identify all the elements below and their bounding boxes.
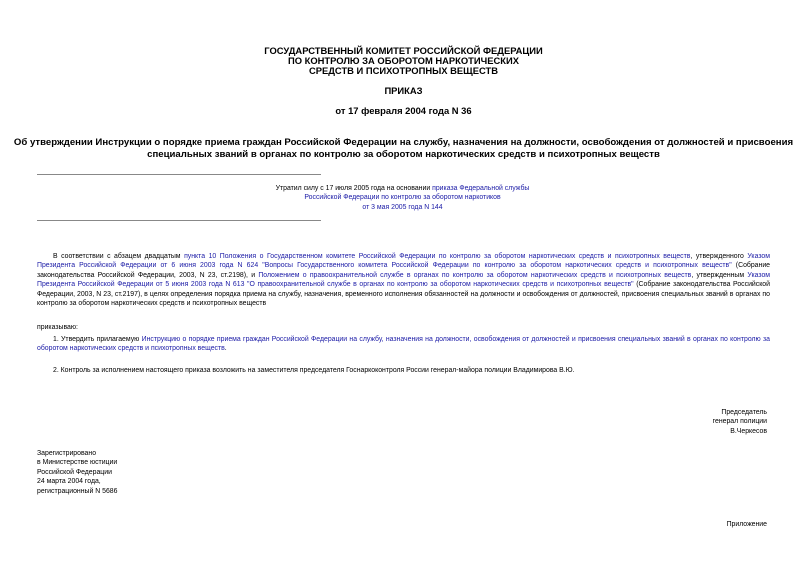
registration-line-3: Российской Федерации — [37, 468, 112, 476]
registration-line-5: регистрационный N 5686 — [37, 487, 118, 495]
divider-bottom — [37, 220, 321, 221]
law-enforcement-service-regulation-link[interactable]: Положением о правоохранительной службе в органах по контролю за оборотом наркотических средств и психотропных веществ — [258, 271, 692, 279]
presidential-decree-624-link[interactable]: Указом Президента Российской Федерации от 6 июня 2003 года N 624 "Вопросы Государственного комитета Российской Федерации по контролю за оборотом наркотических средств и психотропных веществ" — [37, 253, 770, 270]
repeal-order-link[interactable]: приказа Федеральной службы — [432, 185, 530, 192]
instruction-link[interactable]: Инструкцию о порядке приема граждан Российской Федерации на службу, назначения на должности, освобождения от должностей и присвоения специальных званий в органах по контролю за оборотом наркотических средств и психотропных веществ — [37, 336, 770, 353]
divider-top — [37, 174, 321, 175]
appendix-label: Приложение — [726, 521, 767, 528]
agency-name-line-3: СРЕДСТВ И ПСИХОТРОПНЫХ ВЕЩЕСТВ — [308, 65, 499, 76]
preamble-text-1: В соответствии с абзацем двадцатым — [53, 253, 185, 260]
regulation-clause-link[interactable]: пункта 10 Положения о Государственном комитете Российской Федерации по контролю за оборотом наркотических средств и психотропных веществ — [184, 253, 691, 260]
agency-name-line-2: ПО КОНТРОЛЮ ЗА ОБОРОТОМ НАРКОТИЧЕСКИХ — [288, 55, 519, 66]
document-title-line-2: специальных званий в органах по контролю за оборотом наркотических средств и психотропных веществ — [147, 149, 660, 160]
order-item-1 — [37, 335, 770, 354]
registration-line-4: 24 марта 2004 года, — [37, 478, 101, 486]
preamble-text-4: , утвержденным — [691, 271, 748, 279]
agency-name-line-1: ГОСУДАРСТВЕННЫЙ КОМИТЕТ РОССИЙСКОЙ ФЕДЕРАЦИИ — [264, 45, 543, 56]
repeal-order-link-line-3[interactable]: от 3 мая 2005 года N 144 — [362, 203, 443, 211]
signature-block — [567, 408, 767, 436]
signature-rank: генерал полиции — [712, 418, 767, 426]
signature-position: Председатель — [721, 409, 767, 416]
preamble-paragraph — [37, 252, 770, 308]
order-word: приказываю: — [37, 324, 78, 331]
document-type: ПРИКАЗ — [384, 85, 423, 96]
status-note — [240, 184, 565, 212]
order-item-1-text: 1. Утвердить прилагаемую — [53, 336, 142, 343]
preamble-text-2: , утвержденного — [690, 253, 748, 260]
status-note-prefix: Утратил силу с 17 июля 2005 года на основании — [275, 185, 433, 192]
signature-name: В.Черкесов — [730, 427, 767, 435]
document-title-line-1: Об утверждении Инструкции о порядке приема граждан Российской Федерации на службу, назначения на должности, освобождения от должностей и присвоения — [13, 137, 794, 148]
repeal-order-link-line-2[interactable]: Российской Федерации по контролю за оборотом наркотиков — [304, 194, 501, 202]
document-date-number: от 17 февраля 2004 года N 36 — [335, 105, 472, 116]
preamble-text-3: (Собрание законодательства Российской Федерации, 2003, N 23, ст.2198), и — [37, 262, 771, 279]
order-item-2: 2. Контроль за исполнением настоящего приказа возложить на заместителя председателя Госнаркоконтроля России генерал-майора полиции Владимирова В.Ю. — [53, 367, 575, 374]
registration-line-2: в Министерстве юстиции — [37, 459, 118, 467]
registration-line-1: Зарегистрировано — [37, 450, 97, 457]
order-item-1-end: . — [224, 345, 227, 353]
presidential-decree-613-link[interactable]: Указом Президента Российской Федерации от 5 июня 2003 года N 613 "О правоохранительной службе в органах по контролю за оборотом наркотических средств и психотропных веществ" — [37, 271, 771, 289]
registration-block — [37, 449, 237, 496]
preamble-text-5: (Собрание законодательства Российской Федерации, 2003, N 23, ст.2197), в целях определения порядка приема на службу, назначения, временного исполнения обязанностей на должности и освобождения от должностей, присвоения специальных званий в органах по контролю за оборотом наркотических средств и психотропных веществ — [37, 281, 770, 308]
